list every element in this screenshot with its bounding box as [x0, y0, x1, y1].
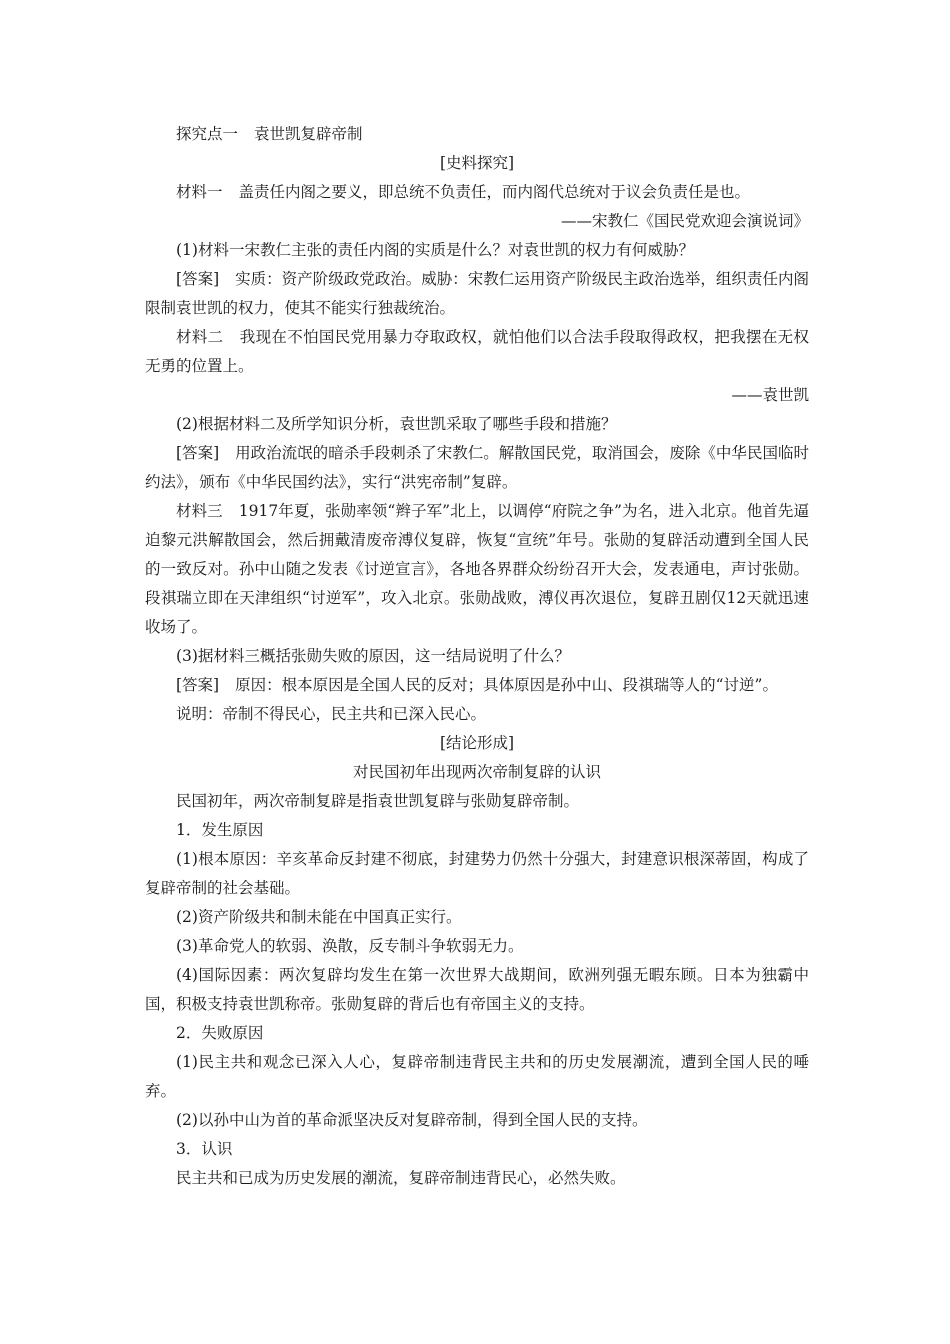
material-2-source: ——袁世凯: [731, 386, 809, 404]
document-page: [145, 120, 809, 1193]
material-2: 材料二 我现在不怕国民党用暴力夺取政权，就怕他们以合法手段取得政权，把我摆在无权无勇的位置上。: [145, 328, 809, 375]
question-3: (3)据材料三概括张勋失败的原因，这一结局说明了什么？: [176, 647, 570, 665]
answer-3: [答案] 原因：根本原因是全国人民的反对；具体原因是孙中山、段祺瑞等人的“讨逆”。: [176, 676, 778, 694]
understanding-heading: 3．认识: [176, 1140, 233, 1158]
cause-heading: 1．发生原因: [176, 821, 264, 839]
cause-item: (2)资产阶级共和制未能在中国真正实行。: [176, 908, 462, 926]
failure-item: (2)以孙中山为首的革命派坚决反对复辟帝制，得到全国人民的支持。: [176, 1111, 648, 1129]
conclusion-intro: 民国初年，两次帝制复辟是指袁世凯复辟与张勋复辟帝制。: [176, 792, 580, 810]
cause-item: (4)国际因素：两次复辟均发生在第一次世界大战期间，欧洲列强无暇东顾。日本为独霸中国，积极支持袁世凯称帝。张勋复辟的背后也有帝国主义的支持。: [145, 966, 809, 1013]
failure-heading: 2．失败原因: [176, 1024, 264, 1042]
answer-2: [答案] 用政治流氓的暗杀手段刺杀了宋教仁。解散国民党，取消国会，废除《中华民国临时约法》，颁布《中华民国约法》，实行“洪宪帝制”复辟。: [145, 444, 809, 491]
conclusion-heading: [结论形成]: [439, 734, 515, 752]
conclusion-title: 对民国初年出现两次帝制复辟的认识: [352, 763, 601, 781]
question-2: (2)根据材料二及所学知识分析，袁世凯采取了哪些手段和措施？: [176, 415, 617, 433]
cause-item: (1)根本原因：辛亥革命反封建不彻底，封建势力仍然十分强大，封建意识根深蒂固，构成了复辟帝制的社会基础。: [145, 850, 809, 897]
material-1-source: ——宋教仁《国民党欢迎会演说词》: [560, 212, 809, 230]
question-1: (1)材料一宋教仁主张的责任内阁的实质是什么？对袁世凯的权力有何威胁？: [176, 241, 694, 259]
understanding-text: 民主共和已成为历史发展的潮流，复辟帝制违背民心，必然失败。: [176, 1169, 626, 1187]
section-title: 探究点一 袁世凯复辟帝制: [176, 125, 363, 143]
answer-3-explain: 说明：帝制不得民心，民主共和已深入民心。: [176, 705, 487, 723]
failure-item: (1)民主共和观念已深入人心，复辟帝制违背民主共和的历史发展潮流，遭到全国人民的唾弃。: [145, 1053, 809, 1100]
material-3: 材料三 1917年夏，张勋率领“辫子军”北上，以调停“府院之争”为名，进入北京。他首先逼迫黎元洪解散国会，然后拥戴清废帝溥仪复辟，恢复“宣统”年号。张勋的复辟活动遭到全国人民的一致反对。孙中山随之发表《讨逆宣言》，各地各界群众纷纷召开大会，发表通电，声讨张勋。段祺瑞立即在天津组织“讨逆军”，攻入北京。张勋战败，溥仪再次退位，复辟丑剧仅12天就迅速收场了。: [145, 502, 809, 636]
historical-heading: [史料探究]: [439, 154, 515, 172]
cause-item: (3)革命党人的软弱、涣散，反专制斗争软弱无力。: [176, 937, 524, 955]
answer-1: [答案] 实质：资产阶级政党政治。威胁：宋教仁运用资产阶级民主政治选举，组织责任内阁限制袁世凯的权力，使其不能实行独裁统治。: [145, 270, 809, 317]
material-1: 材料一 盖责任内阁之要义，即总统不负责任，而内阁代总统对于议会负责任是也。: [176, 183, 751, 201]
